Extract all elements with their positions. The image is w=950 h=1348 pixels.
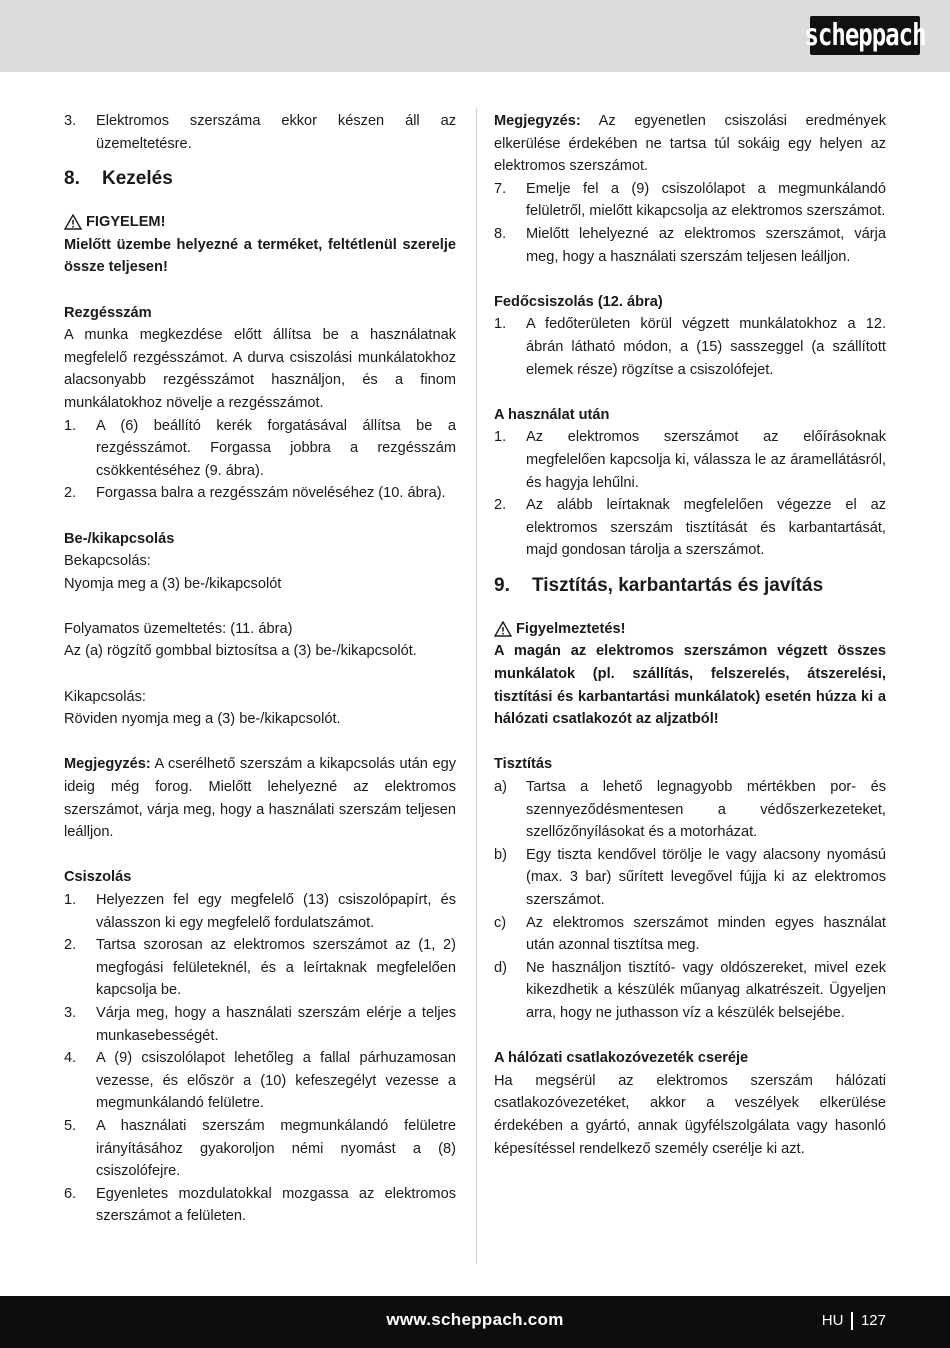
left-column bbox=[64, 110, 456, 1228]
list-item: 2. Tartsa szorosan az elektromos szerszámot az (1, 2) megfogási felületeknél, és a leírtaknak megfelelően kapcsolja be. bbox=[64, 937, 456, 999]
list-item: 2. Forgassa balra a rezgésszám növeléséhez (10. ábra). bbox=[64, 485, 446, 502]
right-column bbox=[494, 110, 886, 1160]
list-item: 5. A használati szerszám megmunkálandó felületre irányításához gyakoroljon némi nyomást a (8) csiszolófejre. bbox=[64, 1117, 456, 1180]
list-item: 7. Emelje fel a (9) csiszolólapot a megmunkálandó felületről, mielőtt kikapcsolja az elektromos szerszámot. bbox=[494, 180, 886, 220]
warning-triangle-icon bbox=[494, 621, 512, 637]
page-number bbox=[822, 1310, 886, 1333]
list-item: 1. Helyezzen fel egy megfelelő (13) csiszolópapírt, és válasszon ki egy megfelelő fordulatszámot. bbox=[64, 892, 456, 931]
footer-bar bbox=[0, 1296, 950, 1348]
list-item: 2. Az alább leírtaknak megfelelően végezze el az elektromos szerszám tisztítását és karbantartását, majd gondosan tárolja a szerszámot. bbox=[494, 497, 886, 559]
paragraph: Bekapcsolás: bbox=[64, 553, 151, 570]
subheading-csiszolas: Csiszolás bbox=[64, 869, 132, 886]
column-divider bbox=[476, 108, 477, 1264]
page-number-value: 127 bbox=[860, 1312, 886, 1329]
list-item: 1. A fedőterületen körül végzett munkálatokhoz a 12. ábrán látható módon, a (15) sasszeggel (a szállított elemek része) rögzítse a csiszolófejet. bbox=[494, 316, 886, 378]
subheading-fedocsiszolas: Fedőcsiszolás (12. ábra) bbox=[494, 293, 663, 310]
note-label: Megjegyzés: bbox=[494, 113, 581, 129]
list-item: 6. Egyenletes mozdulatokkal mozgassa az elektromos szerszámot a felületen. bbox=[64, 1185, 456, 1225]
list-item: 1. A (6) beállító kerék forgatásával állítsa be a rezgésszámot. Forgassa jobbra a rezgésszám csökkentéséhez (9. ábra). bbox=[64, 417, 456, 479]
section-heading-tisztitas: 9. Tisztítás, karbantartás és javítás bbox=[494, 574, 824, 596]
paragraph: Az (a) rögzítő gombbal biztosítsa a (3) be-/kikapcsolót. bbox=[64, 643, 417, 660]
subheading-rezgesszam: Rezgésszám bbox=[64, 304, 152, 321]
warning-text: A magán az elektromos szerszámon végzett összes munkálatok (pl. szállítás, felszerelés, átszerelési, tisztítási és karbantartási munkálatok) esetén húzza ki a hálózati csatlakozót az aljzatból! bbox=[494, 643, 886, 728]
subheading-cord-replacement: A hálózati csatlakozóvezeték cseréje bbox=[494, 1050, 749, 1067]
list-item: 8. Mielőtt lehelyezné az elektromos szerszámot, várja meg, hogy a használati szerszám teljesen leálljon. bbox=[494, 225, 886, 265]
list-item: 3. Elektromos szerszáma ekkor készen áll az üzemeltetésre. bbox=[64, 113, 456, 152]
list-item: d) Ne használjon tisztító- vagy oldószereket, mivel ezek kikezdhetik a készülék műanyag alkatrészeit. Ügyeljen arra, hogy ne juthasson víz a készülék belsejébe. bbox=[494, 959, 886, 1021]
subheading-hasznalat-utan: A használat után bbox=[494, 406, 610, 423]
brand-logo bbox=[804, 16, 926, 55]
paragraph: Folyamatos üzemeltetés: (11. ábra) bbox=[64, 620, 293, 637]
note-paragraph: Megjegyzés: A cserélhető szerszám a kikapcsolás után egy ideig még forog. Mielőtt lehelyezné az elektromos szerszámot, várja meg, hogy a használati szerszám teljesen leálljon. bbox=[64, 756, 456, 841]
list-item: 4. A (9) csiszolólapot lehetőleg a fallal párhuzamosan vezesse, és először a (10) kefeszegélyt vezesse a megmunkálandó felületre. bbox=[64, 1050, 456, 1112]
paragraph: Ha megsérül az elektromos szerszám hálózati csatlakozóvezetéket, akkor a veszélyek elkerülése érdekében a gyártó, annak ügyfélszolgálata vagy hasonló képesítéssel rendelkező személy cserélje ki azt. bbox=[494, 1072, 886, 1157]
warning-triangle-icon bbox=[64, 214, 82, 230]
list-item: a) Tartsa a lehető legnagyobb mértékben por- és szennyeződésmentesen a védőszerkezeteket, szellőzőnyílásokat és a motorházat. bbox=[494, 779, 886, 841]
paragraph: A munka megkezdése előtt állítsa be a használatnak megfelelő rezgésszámot. A durva csiszolási munkálatokhoz alacsonyabb rezgésszámot használjon, és a finom munkálatokhoz növelje a rezgésszámot. bbox=[64, 327, 456, 411]
paragraph: Kikapcsolás: bbox=[64, 688, 146, 705]
paragraph: Nyomja meg a (3) be-/kikapcsolót bbox=[64, 575, 282, 592]
brand-logo-text: scheppach bbox=[804, 17, 926, 53]
subheading-be-kikapcsolas: Be-/kikapcsolás bbox=[64, 530, 175, 547]
page-separator bbox=[851, 1312, 853, 1330]
note-label: Megjegyzés: bbox=[64, 756, 151, 773]
list-item: 1. Az elektromos szerszámot az előírásoknak megfelelően kapcsolja ki, válassza le az áramellátásról, és hagyja lehűlni. bbox=[494, 429, 886, 491]
list-item: b) Egy tiszta kendővel törölje le vagy alacsony nyomású (max. 3 bar) sűrített levegővel fújja ki az elektromos szerszámot. bbox=[494, 846, 886, 908]
warning-label: FIGYELEM! bbox=[64, 211, 456, 234]
website-link[interactable]: www.scheppach.com bbox=[386, 1310, 564, 1329]
list-item: 3. Várja meg, hogy a használati szerszám elérje a teljes munkasebességét. bbox=[64, 1004, 456, 1044]
list-item: c) Az elektromos szerszámot minden egyes használat után azonnal tisztítsa meg. bbox=[494, 914, 886, 954]
header-bar bbox=[0, 0, 950, 72]
section-heading-kezeles: 8. Kezelés bbox=[64, 168, 173, 190]
warning-text: Mielőtt üzembe helyezné a terméket, feltétlenül szerelje össze teljesen! bbox=[64, 236, 456, 276]
note-paragraph: Megjegyzés: Az egyenetlen csiszolási eredmények elkerülése érdekében ne tartsa túl sokáig egy helyen az elektromos szerszámot. bbox=[494, 113, 886, 175]
warning-label: Figyelmeztetés! bbox=[494, 618, 886, 641]
paragraph: Röviden nyomja meg a (3) be-/kikapcsolót. bbox=[64, 711, 341, 728]
subheading-tisztitas: Tisztítás bbox=[494, 756, 553, 773]
language-code: HU bbox=[821, 1312, 844, 1329]
